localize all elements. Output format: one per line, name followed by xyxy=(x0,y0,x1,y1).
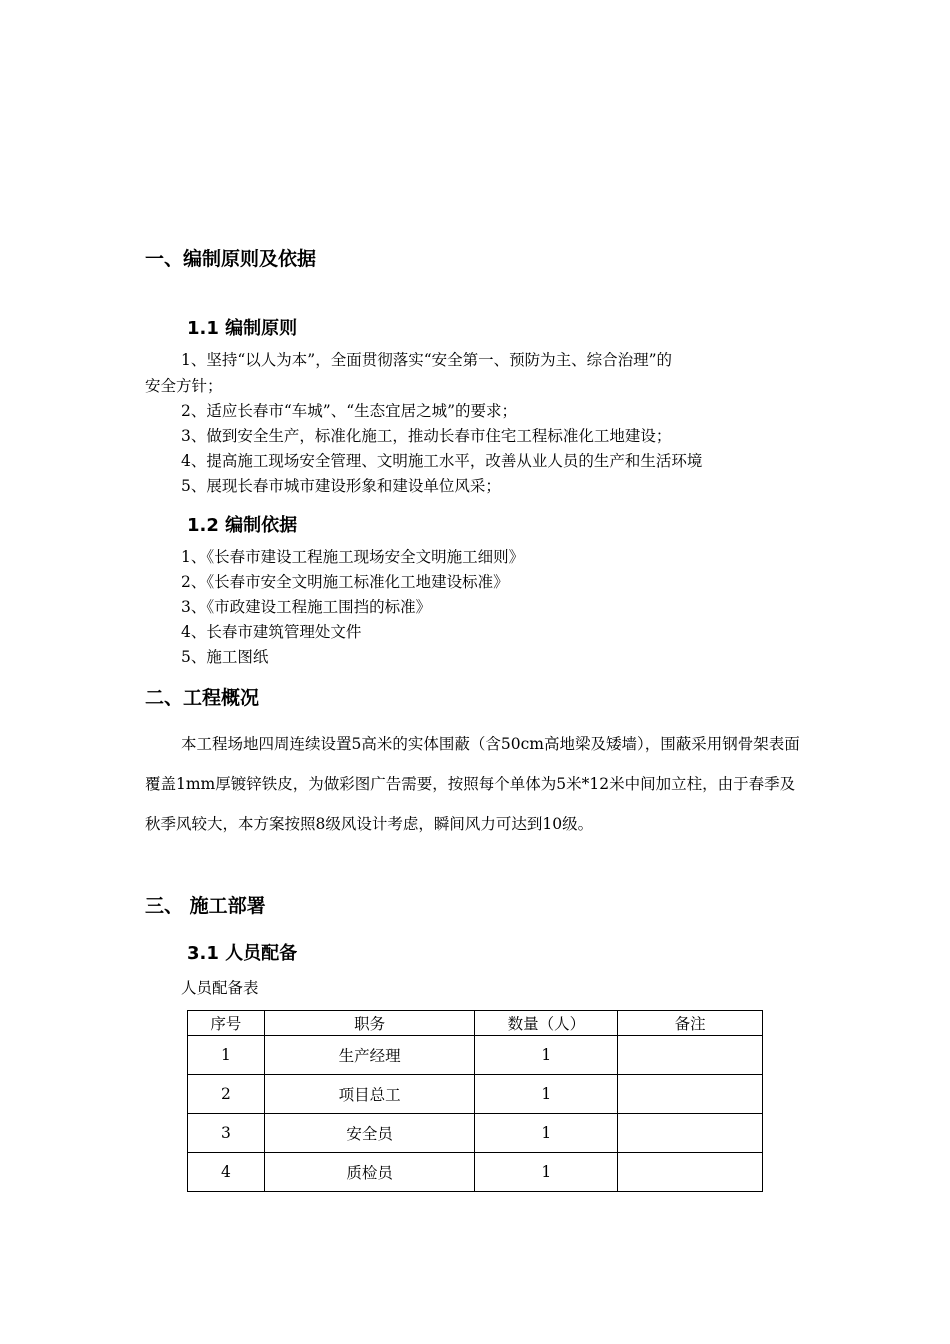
list-item-continuation: 安全方针； xyxy=(145,377,223,395)
cell-index: 2 xyxy=(188,1075,265,1114)
table-row xyxy=(188,1114,763,1153)
list-item: 2、《长春市安全文明施工标准化工地建设标准》 xyxy=(181,573,509,591)
cell-remark xyxy=(618,1114,763,1153)
list-item: 4、提高施工现场安全管理、文明施工水平，改善从业人员的生产和生活环境 xyxy=(181,452,703,470)
cell-index: 1 xyxy=(188,1036,265,1075)
header-cell-count: 数量（人） xyxy=(475,1011,618,1036)
list-item: 3、做到安全生产，标准化施工，推动长春市住宅工程标准化工地建设； xyxy=(181,427,672,445)
header-cell-position: 职务 xyxy=(264,1011,475,1036)
header-cell-remark: 备注 xyxy=(618,1011,763,1036)
subsection-heading: 1.1 编制原则 xyxy=(187,318,298,339)
table-row xyxy=(188,1153,763,1192)
cell-position: 项目总工 xyxy=(264,1075,475,1114)
header-cell-index: 序号 xyxy=(188,1011,265,1036)
list-item: 2、适应长春市“车城”、“生态宜居之城”的要求； xyxy=(181,402,518,420)
cell-position: 安全员 xyxy=(264,1114,475,1153)
table-row xyxy=(188,1075,763,1114)
cell-position: 生产经理 xyxy=(264,1036,475,1075)
list-item: 1、坚持“以人为本”，全面贯彻落实“安全第一、预防为主、综合治理”的 xyxy=(181,351,673,369)
table-header-row xyxy=(188,1011,763,1036)
subsection-heading: 3.1 人员配备 xyxy=(187,943,298,964)
list-item: 3、《市政建设工程施工围挡的标准》 xyxy=(181,598,432,616)
list-item: 5、施工图纸 xyxy=(181,648,269,666)
staff-table xyxy=(187,1010,763,1192)
section-heading: 二、工程概况 xyxy=(145,687,260,709)
table-row xyxy=(188,1036,763,1075)
cell-index: 4 xyxy=(188,1153,265,1192)
table-caption: 人员配备表 xyxy=(181,979,259,997)
cell-count: 1 xyxy=(475,1153,618,1192)
list-item: 4、长春市建筑管理处文件 xyxy=(181,623,362,641)
section-heading: 一、编制原则及依据 xyxy=(145,248,317,270)
subsection-heading: 1.2 编制依据 xyxy=(187,515,298,536)
cell-remark xyxy=(618,1036,763,1075)
cell-remark xyxy=(618,1153,763,1192)
section-heading: 三、 施工部署 xyxy=(145,895,266,917)
cell-position: 质检员 xyxy=(264,1153,475,1192)
cell-count: 1 xyxy=(475,1114,618,1153)
cell-count: 1 xyxy=(475,1036,618,1075)
cell-remark xyxy=(618,1075,763,1114)
cell-count: 1 xyxy=(475,1075,618,1114)
list-item: 1、《长春市建设工程施工现场安全文明施工细则》 xyxy=(181,548,525,566)
body-paragraph: 本工程场地四周连续设置5高米的实体围蔽（含50cm高地梁及矮墙），围蔽采用钢骨架表面覆盖1mm厚镀锌铁皮，为做彩图广告需要，按照每个单体为5米*12米中间加立柱，由于春季及秋季风较大，本方案按照8级风设计考虑，瞬间风力可达到10级。 xyxy=(145,735,800,833)
list-item: 5、展现长春市城市建设形象和建设单位风采； xyxy=(181,477,501,495)
cell-index: 3 xyxy=(188,1114,265,1153)
